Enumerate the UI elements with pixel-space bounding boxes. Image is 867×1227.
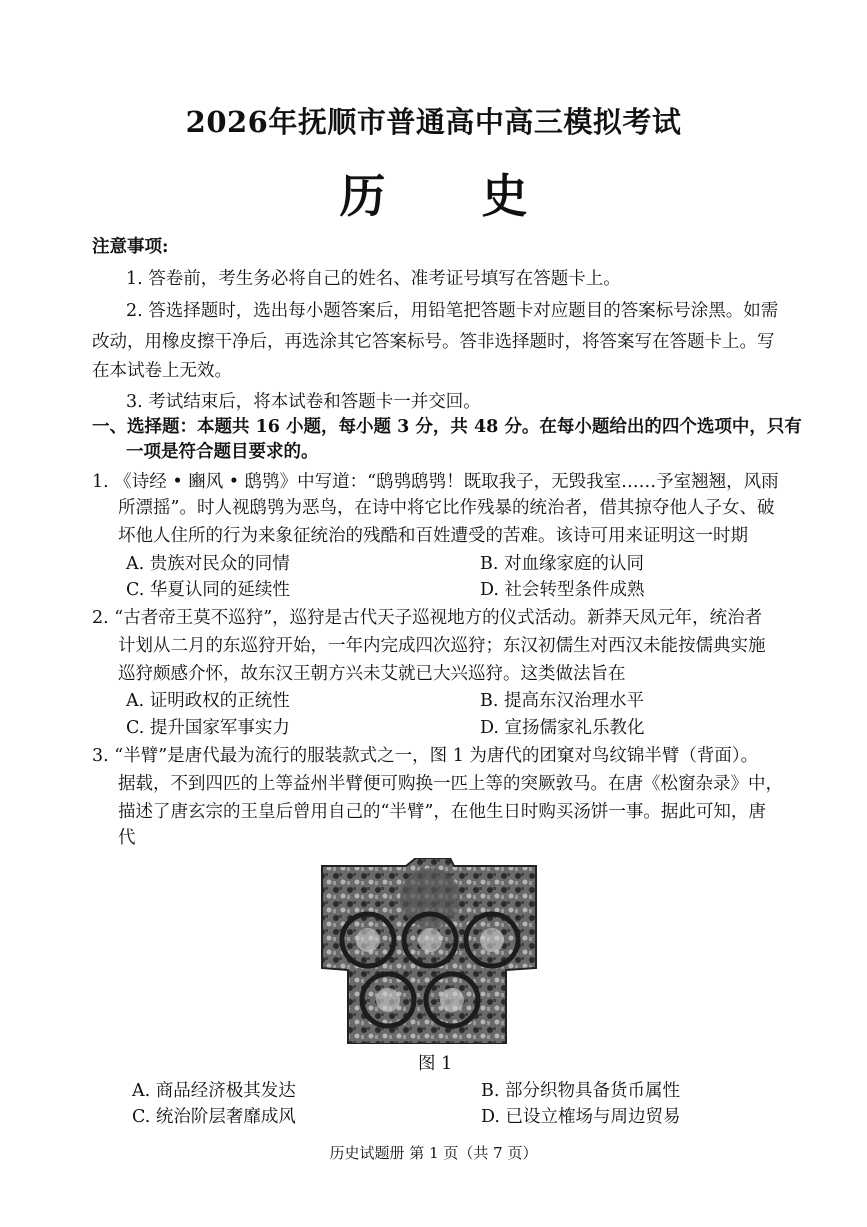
question-3-option-d: D. 已设立榷场与周边贸易 [481, 1107, 681, 1127]
half-sleeve-garment-image [318, 858, 540, 1044]
question-1-line-2: 所漂摇”。时人视鸱鸮为恶鸟，在诗中将它比作残暴的统治者，借其掠夺他人子女、破 [118, 498, 775, 518]
exam-title: 2026年抚顺市普通高中高三模拟考试 [185, 105, 682, 139]
question-2-line-1: 2. “古者帝王莫不巡狩”，巡狩是古代天子巡视地方的仪式活动。新莽天凤元年，统治者 [92, 608, 763, 628]
page-footer: 历史试题册 第 1 页（共 7 页） [329, 1144, 538, 1162]
notice-item-2-line-2: 改动，用橡皮擦干净后，再选涂其它答案标号。答非选择题时，将答案写在答题卡上。写 [92, 332, 775, 352]
notice-item-2-line-1: 2. 答选择题时，选出每小题答案后，用铅笔把答题卡对应题目的答案标号涂黑。如需 [126, 301, 779, 321]
figure-caption: 图 1 [418, 1054, 453, 1074]
question-1-option-a: A. 贵族对民众的同情 [126, 554, 290, 574]
question-2-option-d: D. 宣扬儒家礼乐教化 [480, 718, 645, 738]
question-2-option-a: A. 证明政权的正统性 [126, 691, 290, 711]
question-1-option-d: D. 社会转型条件成熟 [480, 580, 645, 600]
question-2-line-3: 巡狩颇感介怀，故东汉王朝方兴未艾就已大兴巡狩。这类做法旨在 [118, 664, 626, 684]
notice-item-1: 1. 答卷前，考生务必将自己的姓名、准考证号填写在答题卡上。 [126, 269, 621, 289]
question-2-option-c: C. 提升国家军事实力 [126, 718, 290, 738]
question-3-option-a: A. 商品经济极其发达 [132, 1081, 296, 1101]
question-3-line-1: 3. “半臂”是唐代最为流行的服装款式之一，图 1 为唐代的团窠对鸟纹锦半臂（背面）。 [92, 746, 759, 766]
question-1-line-3: 坏他人住所的行为来象征统治的残酷和百姓遭受的苦难。该诗可用来证明这一时期 [118, 526, 748, 546]
question-1-option-c: C. 华夏认同的延续性 [126, 580, 290, 600]
section-1-line-1: 一、选择题：本题共 16 小题，每小题 3 分，共 48 分。在每小题给出的四个选项中，只有 [92, 417, 802, 437]
subject-title: 历 史 [339, 169, 568, 223]
question-2-option-b: B. 提高东汉治理水平 [480, 691, 644, 711]
question-2-line-2: 计划从二月的东巡狩开始，一年内完成四次巡狩；东汉初儒生对西汉未能按儒典实施 [118, 636, 766, 656]
question-1-option-b: B. 对血缘家庭的认同 [480, 554, 644, 574]
notice-item-3: 3. 考试结束后，将本试卷和答题卡一并交回。 [126, 392, 481, 412]
section-1-line-2: 一项是符合题目要求的。 [126, 442, 319, 462]
question-3-option-b: B. 部分织物具备货币属性 [481, 1081, 680, 1101]
question-3-line-2: 据载，不到四匹的上等益州半臂便可购换一匹上等的突厥敦马。在唐《松窗杂录》中， [118, 774, 783, 794]
notice-item-2-line-3: 在本试卷上无效。 [92, 361, 232, 381]
notice-heading: 注意事项: [92, 237, 169, 257]
question-3-option-c: C. 统治阶层奢靡成风 [132, 1107, 296, 1127]
question-1-line-1: 1. 《诗经 • 豳风 • 鸱鸮》中写道：“鸱鸮鸱鸮！既取我子，无毁我室……予室翘翘，风雨 [92, 472, 779, 492]
question-3-line-3: 描述了唐玄宗的王皇后曾用自己的“半臂”，在他生日时购买汤饼一事。据此可知，唐 [118, 802, 766, 822]
question-3-line-4: 代 [118, 828, 136, 848]
